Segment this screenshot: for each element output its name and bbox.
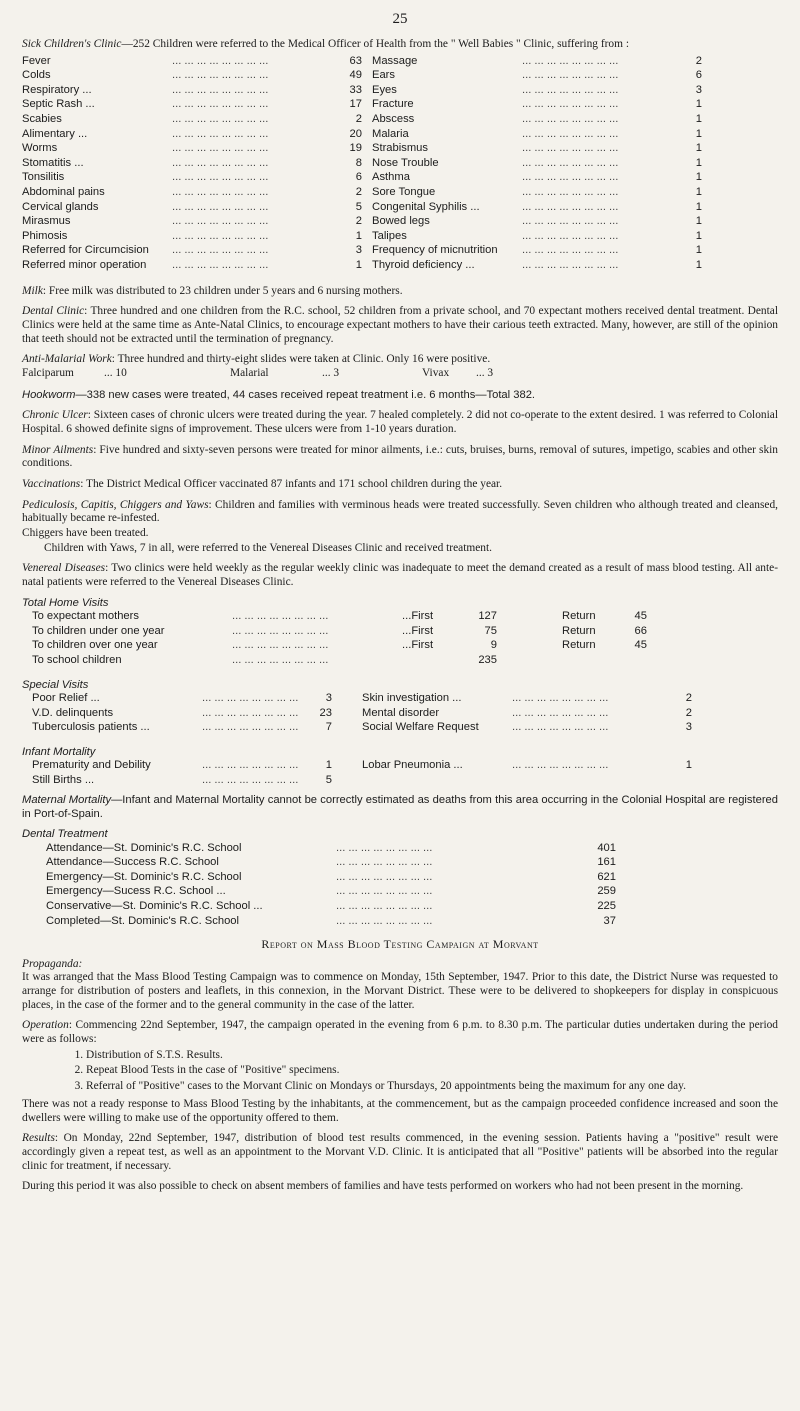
pediculosis-paragraph [22,499,778,526]
ailment-name: Cervical glands [22,200,99,213]
malaria-breakdown [22,367,778,382]
operation-item: 2. Repeat Blood Tests in the case of "Positive" specimens. [86,1064,778,1078]
table-row [32,692,778,707]
table-row [22,171,778,186]
visit-return-label: Return [562,610,596,623]
leader-dots: ... ... ... ... ... ... ... ... [522,259,619,271]
leader-dots: ... ... ... ... ... ... ... ... [522,171,619,184]
visit-return: 45 [634,639,647,652]
table-row [32,774,778,789]
ailment-name: Referred for Circumcision [22,244,149,257]
item-value: 3 [302,692,332,705]
dental-treatment-table [22,842,778,930]
item-value: 5 [302,774,332,787]
ailment-count: 1 [662,230,702,243]
ailment-count: 2 [322,113,362,126]
dental-item-value: 621 [576,871,616,884]
venereal-label: Venereal Diseases [22,562,106,575]
ailment-count: 20 [322,128,362,141]
leader-dots: ... ... ... ... ... ... ... ... [172,215,269,228]
falciparum-value: ... 10 [104,367,127,380]
vaccinations-paragraph [22,478,778,492]
ailment-count: 19 [322,142,362,155]
leader-dots: ... ... ... ... ... ... ... ... [522,229,619,242]
ailment-name: Phimosis [22,229,68,242]
ailment-name: Sore Tongue [372,186,436,199]
special-visits-section [22,679,778,736]
visit-first: 9 [457,639,497,652]
visit-return-label: Return [562,624,596,637]
ailment-name: Bowed legs [372,215,430,228]
item-label: Skin investigation ... [362,691,462,704]
item-value: 1 [302,759,332,772]
table-row [22,230,778,245]
visit-label: To expectant mothers [32,610,139,623]
item-label: Lobar Pneumonia ... [362,759,463,772]
ulcer-text: : Sixteen cases of chronic ulcers were treated during the year. 7 healed completely. 2 did not co-operate to the extent desired. 1 was referred to Colonial Hospital. 6 showed definite signs of improvement. These ulcers were from 1-10 years duration. [22,409,778,435]
minor-ailments-label: Minor Ailments [22,443,94,456]
malaria-paragraph [22,353,778,367]
leader-dots: ... ... ... ... ... ... ... ... [172,259,269,271]
maternal-mortality-label: Maternal Mortality [22,794,112,807]
maternal-mortality-text: —Infant and Maternal Mortality cannot be correctly estimated as deaths from this area occurring in the Colonial Hospital are registered in Port-of-Spain. [22,794,778,820]
dental-item-label: Attendance—St. Dominic's R.C. School [46,841,242,854]
sick-children-text: —252 Children were referred to the Medical Officer of Health from the " Well Babies " Clinic, suffering from : [121,38,629,50]
dental-paragraph [22,305,778,346]
leader-dots: ... ... ... ... ... ... ... ... [172,69,269,82]
dental-item-label: Emergency—Sucess R.C. School ... [46,885,226,898]
infant-mortality-title: Infant Mortality [22,745,96,758]
leader-dots: ... ... ... ... ... ... ... ... [522,127,619,140]
vaccinations-text: : The District Medical Officer vaccinated 87 infants and 171 school children during the year. [80,477,503,490]
table-row [46,871,778,886]
leader-dots: ... ... ... ... ... ... ... ... [336,870,433,883]
table-row [22,215,778,230]
ailment-count: 1 [662,157,702,170]
operation-list [22,1049,778,1094]
ailment-count: 5 [322,201,362,214]
item-value: 1 [662,759,692,772]
ailment-name: Congenital Syphilis ... [372,200,480,213]
leader-dots: ... ... ... ... ... ... ... ... [232,639,329,652]
ailment-name: Referred minor operation [22,259,147,271]
leader-dots: ... ... ... ... ... ... ... ... [172,83,269,96]
ailment-name: Eyes [372,83,397,96]
propaganda-label: Propaganda: [22,957,83,970]
table-row [22,201,778,216]
leader-dots: ... ... ... ... ... ... ... ... [522,69,619,82]
ulcer-label: Chronic Ulcer [22,409,88,422]
dental-item-label: Attendance—Success R.C. School [46,856,219,869]
ailment-count: 1 [662,171,702,184]
ailment-count: 33 [322,84,362,97]
hookworm-text: —338 new cases were treated, 44 cases received repeat treatment i.e. 6 months—Total 382. [75,388,536,401]
leader-dots: ... ... ... ... ... ... ... ... [512,759,609,772]
milk-text: : Free milk was distributed to 23 children under 5 years and 6 nursing mothers. [42,284,403,297]
ailment-count: 1 [662,142,702,155]
ailment-name: Frequency of micnutrition [372,244,498,257]
malarial-value: ... 3 [322,367,340,380]
dental-text: : Three hundred and one children from the R.C. school, 52 children from a private school, and 70 expectant mothers received dental treatment. Dental Clinics were held at the same time as Ante-Natal Clinics, to encourage expectant mothers to have their carious teeth extracted. Many, however, are still of the opinion that teeth should not be extracted until the termination of pregnancy. [22,305,778,345]
malaria-label: Anti-Malarial Work [22,353,112,366]
dental-label: Dental Clinic [22,305,85,318]
visit-first: 235 [457,654,497,667]
item-label: Mental disorder [362,706,440,719]
dental-item-label: Completed—St. Dominic's R.C. School [46,914,240,927]
malarial-label: Malarial [230,367,269,380]
home-visits-section [22,597,778,669]
page-number: 25 [392,11,408,27]
leader-dots: ... ... ... ... ... ... ... ... [512,706,609,719]
table-row [22,55,778,70]
visit-first: 75 [457,625,497,638]
ailment-name: Ears [372,69,396,82]
leader-dots: ... ... ... ... ... ... ... ... [522,83,619,96]
table-row [32,707,778,722]
leader-dots: ... ... ... ... ... ... ... ... [512,721,609,734]
ailment-name: Thyroid deficiency ... [372,259,475,271]
ailment-name: Mirasmus [22,215,71,228]
results-label: Results [22,1132,55,1145]
leader-dots: ... ... ... ... ... ... ... ... [522,186,619,199]
ailment-count: 1 [662,98,702,111]
ailment-count: 1 [662,186,702,199]
leader-dots: ... ... ... ... ... ... ... ... [172,200,269,213]
ailment-count: 63 [322,55,362,68]
operation-item: 1. Distribution of S.T.S. Results. [86,1049,778,1063]
dental-item-value: 225 [576,900,616,913]
table-row [22,113,778,128]
dental-item-label: Emergency—St. Dominic's R.C. School [46,870,242,883]
ailment-name: Scabies [22,113,62,126]
leader-dots: ... ... ... ... ... ... ... ... [172,113,269,126]
table-row [22,98,778,113]
ailment-name: Asthma [372,171,410,184]
leader-dots: ... ... ... ... ... ... ... ... [202,721,299,734]
ailment-name: Alimentary ... [22,127,88,140]
operation-label: Operation [22,1019,69,1032]
special-visits-table [22,692,778,736]
dental-item-value: 161 [576,856,616,869]
item-value: 7 [302,721,332,734]
final-paragraph: During this period it was also possible to check on absent members of families and have tests performed on workers who had not been present in the morning. [22,1180,744,1193]
dental-treatment-title: Dental Treatment [22,828,108,841]
propaganda-label-text: Propaganda [22,957,79,970]
results-paragraph [22,1132,778,1173]
item-label: Poor Relief ... [32,691,100,704]
chiggers-text: Chiggers have been treated. [22,526,149,539]
sick-children-label: Sick Children's Clinic [22,38,122,50]
table-row [22,69,778,84]
ailment-count: 1 [322,230,362,243]
home-visits-table [22,610,778,668]
milk-label: Milk [22,284,43,297]
visit-kind: ...First [402,610,434,623]
minor-ailments-paragraph [22,444,778,471]
ailment-name: Respiratory ... [22,83,92,96]
malaria-text: : Three hundred and thirty-eight slides were taken at Clinic. Only 16 were positive. [111,353,491,366]
vivax-value: ... 3 [476,367,494,380]
ailment-name: Stomatitis ... [22,156,84,169]
ailment-name: Tonsilitis [22,171,65,184]
ailment-name: Colds [22,69,51,82]
ailment-name: Malaria [372,127,409,140]
leader-dots: ... ... ... ... ... ... ... ... [522,113,619,126]
ailment-name: Abscess [372,113,415,126]
table-row [32,721,778,736]
item-label: Still Births ... [32,773,95,786]
leader-dots: ... ... ... ... ... ... ... ... [202,759,299,772]
item-label: V.D. delinquents [32,706,114,719]
venereal-text: : Two clinics were held weekly as the regular weekly clinic was inadequate to meet the demand created as a result of mass blood testing. All ante-natal patients were referred to the Venereal Diseases Clinic. [22,562,778,589]
table-row [22,186,778,201]
sick-children-table [22,55,778,277]
visit-return: 66 [634,624,647,637]
visit-return: 45 [634,610,647,623]
pediculosis-label: Pediculosis, Capitis, Chiggers and Yaws [22,498,209,511]
maternal-mortality-paragraph [22,794,778,821]
sick-children-intro [22,38,778,52]
leader-dots: ... ... ... ... ... ... ... ... [336,841,433,854]
item-value: 2 [662,707,692,720]
home-visits-title: Total Home Visits [22,596,109,609]
ailment-name: Septic Rash ... [22,98,95,111]
dental-item-value: 37 [576,915,616,928]
ailment-count: 1 [662,215,702,228]
leader-dots: ... ... ... ... ... ... ... ... [336,914,433,927]
visit-label: To children under one year [32,624,165,637]
operation-item: 3. Referral of "Positive" cases to the Morvant Clinic on Mondays or Thursdays, 20 appointments being the maximum for any one day. [86,1080,778,1094]
table-row [32,610,778,625]
leader-dots: ... ... ... ... ... ... ... ... [336,900,433,913]
leader-dots: ... ... ... ... ... ... ... ... [172,229,269,242]
ailment-count: 6 [662,69,702,82]
leader-dots: ... ... ... ... ... ... ... ... [522,215,619,228]
leader-dots: ... ... ... ... ... ... ... ... [172,54,269,67]
visit-return-label: Return [562,639,596,652]
minor-ailments-text: : Five hundred and sixty-seven persons were treated for minor ailments, i.e.: cuts, bruises, burns, removal of sutures, impetigo, scabies and other skin conditions. [22,443,778,470]
ailment-name: Abdominal pains [22,186,105,199]
table-row [32,639,778,654]
dental-item-value: 401 [576,842,616,855]
ailment-name: Fever [22,54,51,67]
ailment-name: Fracture [372,98,414,111]
table-row [22,84,778,99]
vaccinations-label: Vaccinations [22,477,81,490]
visit-kind: ...First [402,639,434,652]
operation-paragraph [22,1019,778,1046]
infant-mortality-table [22,759,778,788]
ailment-count: 2 [322,215,362,228]
ailment-count: 1 [662,259,702,272]
table-row [22,259,778,274]
leader-dots: ... ... ... ... ... ... ... ... [522,244,619,257]
leader-dots: ... ... ... ... ... ... ... ... [522,98,619,111]
table-row [46,915,778,930]
leader-dots: ... ... ... ... ... ... ... ... [202,706,299,719]
leader-dots: ... ... ... ... ... ... ... ... [232,624,329,637]
ailment-count: 1 [662,113,702,126]
table-row [32,759,778,774]
infant-mortality-section [22,746,778,789]
propaganda-text: It was arranged that the Mass Blood Testing Campaign was to commence on Monday, 15th September, 1947. Prior to this date, the District Nurse was requested to arrange for distribution of posters and leaflets, in this connexion, in the Morvant District. These were to be delivered to shopkeepers for display in conspicuous places, in the case of the former and to the general community in the case of the latter. [22,971,778,1011]
visit-first: 127 [457,610,497,623]
leader-dots: ... ... ... ... ... ... ... ... [202,773,299,786]
leader-dots: ... ... ... ... ... ... ... ... [336,856,433,869]
ailment-count: 2 [662,55,702,68]
leader-dots: ... ... ... ... ... ... ... ... [172,98,269,111]
item-value: 2 [662,692,692,705]
leader-dots: ... ... ... ... ... ... ... ... [232,610,329,623]
visit-kind: ...First [402,624,434,637]
item-value: 3 [662,721,692,734]
item-label: Prematurity and Debility [32,759,151,772]
hookworm-paragraph [22,389,778,402]
operation-text: : Commencing 22nd September, 1947, the campaign operated in the evening from 6 p.m. to 8.30 p.m. The particular duties undertaken during the period were as follows: [22,1019,778,1046]
leader-dots: ... ... ... ... ... ... ... ... [172,127,269,140]
special-visits-title: Special Visits [22,678,89,691]
ailment-name: Talipes [372,229,407,242]
ailment-count: 1 [662,201,702,214]
leader-dots: ... ... ... ... ... ... ... ... [172,142,269,155]
dental-item-label: Conservative—St. Dominic's R.C. School ... [46,900,263,913]
ailment-name: Massage [372,54,418,67]
ulcer-paragraph [22,409,778,436]
ailment-count: 6 [322,171,362,184]
ailment-count: 8 [322,157,362,170]
table-row [22,128,778,143]
operation-after-text: There was not a ready response to Mass Blood Testing by the inhabitants, at the commencement, but as the campaign proceeded confidence increased and soon the dwellers were willing to make use of the opportunity offered to them. [22,1097,778,1124]
table-row [22,244,778,259]
ailment-count: 3 [322,244,362,257]
visit-label: To school children [32,653,122,666]
table-row [32,654,778,669]
ailment-name: Worms [22,142,58,155]
venereal-paragraph [22,562,778,589]
leader-dots: ... ... ... ... ... ... ... ... [202,691,299,704]
hookworm-label: Hookworm [22,388,76,401]
table-row [22,157,778,172]
report-heading: Report on Mass Blood Testing Campaign at Morvant [261,937,539,952]
ailment-count: 1 [662,244,702,257]
leader-dots: ... ... ... ... ... ... ... ... [522,200,619,213]
ailment-name: Nose Trouble [372,156,439,169]
ailment-name: Strabismus [372,142,428,155]
visit-label: To children over one year [32,639,158,652]
pediculosis-text: : Children and families with verminous heads were treated successfully. Seven children who although treated and cleansed, habitually became re-infested. [22,498,778,525]
leader-dots: ... ... ... ... ... ... ... ... [232,653,329,666]
leader-dots: ... ... ... ... ... ... ... ... [522,142,619,155]
vivax-label: Vivax [422,367,450,380]
table-row [46,856,778,871]
leader-dots: ... ... ... ... ... ... ... ... [522,54,619,67]
ailment-count: 2 [322,186,362,199]
item-value: 23 [302,707,332,720]
milk-paragraph [22,285,778,299]
falciparum-label: Falciparum [22,367,74,380]
table-row [32,625,778,640]
ailment-count: 17 [322,98,362,111]
leader-dots: ... ... ... ... ... ... ... ... [172,244,269,257]
results-text: : On Monday, 22nd September, 1947, distribution of blood test results commenced, in the evening session. Patients having a "positive" result were accordingly given a repeat test, as well as an appointment to the Morvant V.D. Clinic. It is anticipated that all "Positive" patients will be absorbed into the regular clinic for treatment, if necessary. [22,1132,778,1172]
item-label: Tuberculosis patients ... [32,721,150,734]
leader-dots: ... ... ... ... ... ... ... ... [172,156,269,169]
table-row [22,142,778,157]
leader-dots: ... ... ... ... ... ... ... ... [522,156,619,169]
ailment-count: 49 [322,69,362,82]
leader-dots: ... ... ... ... ... ... ... ... [172,171,269,184]
table-row [46,885,778,900]
dental-treatment-section [22,828,778,929]
leader-dots: ... ... ... ... ... ... ... ... [336,885,433,898]
table-row [46,900,778,915]
document-page [22,0,778,1201]
leader-dots: ... ... ... ... ... ... ... ... [512,691,609,704]
table-row [46,842,778,857]
ailment-count: 3 [662,84,702,97]
leader-dots: ... ... ... ... ... ... ... ... [172,186,269,199]
yaws-text: Children with Yaws, 7 in all, were referred to the Venereal Diseases Clinic and received treatment. [44,541,492,554]
ailment-count: 1 [662,128,702,141]
dental-item-value: 259 [576,885,616,898]
item-label: Social Welfare Request [362,721,479,734]
ailment-count: 1 [322,259,362,272]
